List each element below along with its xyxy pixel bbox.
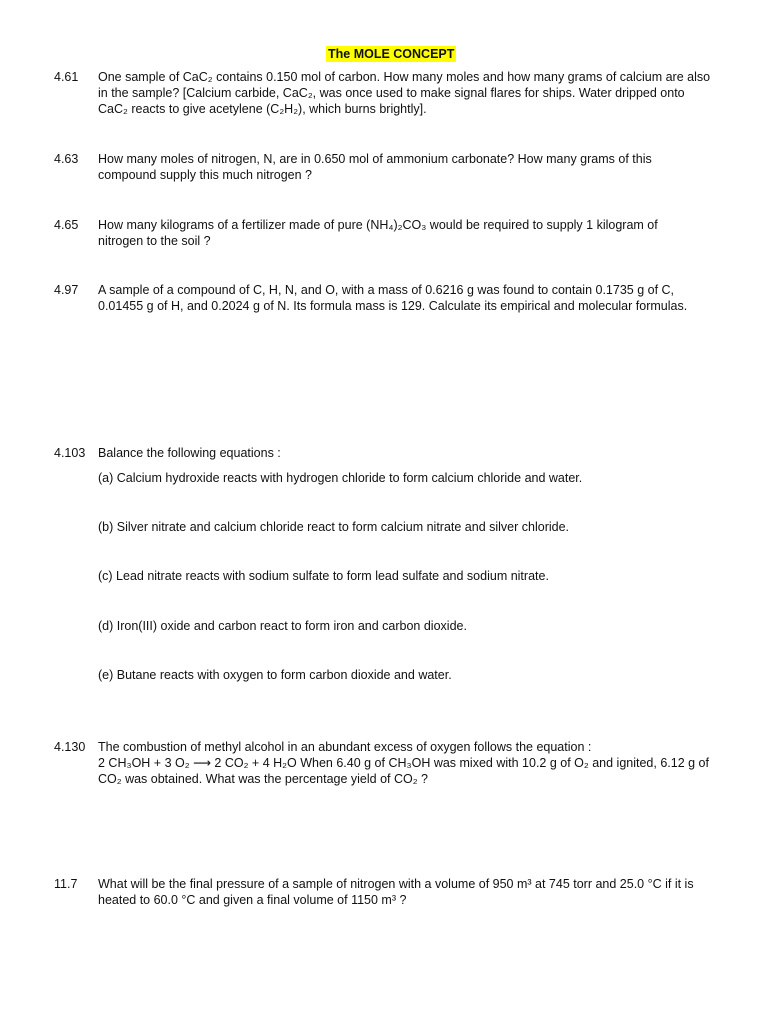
question-line: CaC₂ reacts to give acetylene (C₂H₂), which burns brightly].: [98, 102, 427, 116]
page-title: The MOLE CONCEPT: [328, 47, 455, 61]
question-line: CO₂ was obtained. What was the percentage yield of CO₂ ?: [98, 772, 429, 786]
question-part-e: (e) Butane reacts with oxygen to form carbon dioxide and water.: [98, 668, 452, 682]
question-part-a: (a) Calcium hydroxide reacts with hydrogen chloride to form calcium chloride and water.: [98, 471, 583, 485]
question-line: How many moles of nitrogen, N, are in 0.650 mol of ammonium carbonate? How many grams of this: [98, 152, 652, 166]
question-line: A sample of a compound of C, H, N, and O, with a mass of 0.6216 g was found to contain 0.1735 g of C,: [98, 283, 675, 297]
question-text: [98, 69, 718, 117]
question-line: 0.01455 g of H, and 0.2024 g of N. Its formula mass is 129. Calculate its empirical and molecular formulas.: [98, 299, 688, 313]
question-number: 4.63: [54, 152, 79, 166]
question-part-d: (d) Iron(III) oxide and carbon react to form iron and carbon dioxide.: [98, 619, 467, 633]
question-line: What will be the final pressure of a sample of nitrogen with a volume of 950 m³ at 745 torr and 25.0 °C if it is: [98, 877, 694, 891]
question-text: [98, 739, 718, 787]
question-line: nitrogen to the soil ?: [98, 234, 211, 248]
question-line: compound supply this much nitrogen ?: [98, 168, 313, 182]
question-number: 4.65: [54, 218, 79, 232]
question-text: [98, 876, 718, 908]
question-line: How many kilograms of a fertilizer made of pure (NH₄)₂CO₃ would be required to supply 1 kilogram of: [98, 218, 658, 232]
question-number: 4.97: [54, 283, 79, 297]
question-number: 11.7: [54, 877, 78, 891]
question-number: 4.103: [54, 446, 86, 460]
question-line: One sample of CaC₂ contains 0.150 mol of carbon. How many moles and how many grams of calcium are also: [98, 70, 711, 84]
question-text: [98, 217, 718, 249]
question-line: 2 CH₃OH + 3 O₂ ⟶ 2 CO₂ + 4 H₂O When 6.40 g of CH₃OH was mixed with 10.2 g of O₂ and ignited, 6.12 g of: [98, 756, 709, 770]
question-part-c: (c) Lead nitrate reacts with sodium sulfate to form lead sulfate and sodium nitrate.: [98, 569, 549, 583]
question-line: The combustion of methyl alcohol in an abundant excess of oxygen follows the equation :: [98, 740, 592, 754]
question-text: [98, 151, 718, 183]
question-text: [98, 282, 718, 314]
question-part-b: (b) Silver nitrate and calcium chloride react to form calcium nitrate and silver chloride.: [98, 520, 570, 534]
question-line: heated to 60.0 °C and given a final volume of 1150 m³ ?: [98, 893, 407, 907]
question-number: 4.130: [54, 740, 86, 754]
question-text: [98, 445, 718, 461]
question-line: Balance the following equations :: [98, 446, 281, 460]
question-number: 4.61: [54, 70, 79, 84]
question-line: in the sample? [Calcium carbide, CaC₂, was once used to make signal flares for ships. Water dripped onto: [98, 86, 685, 100]
